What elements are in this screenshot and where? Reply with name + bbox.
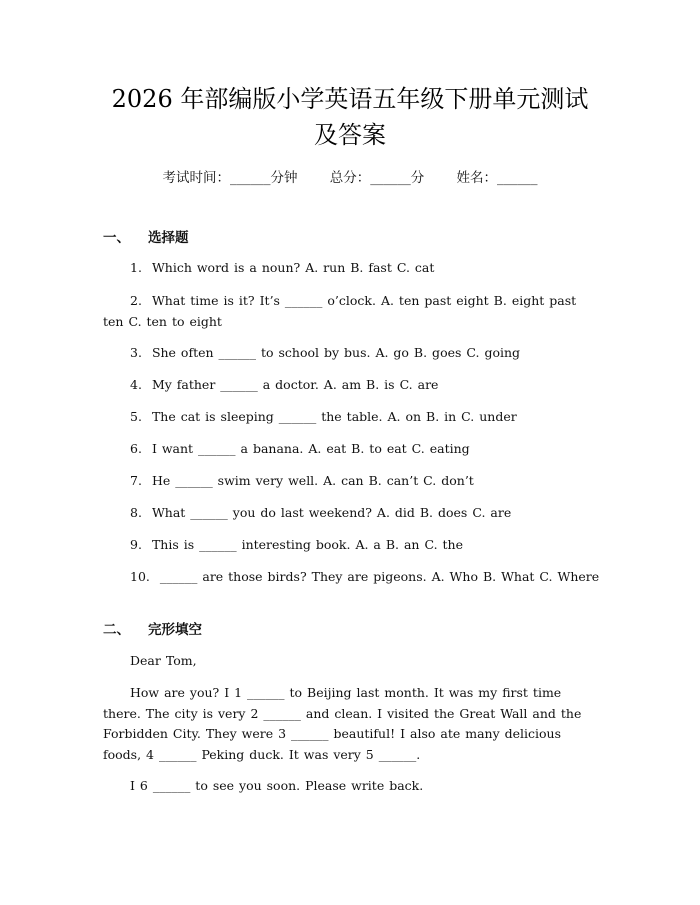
question-number: 9.: [130, 537, 142, 552]
section-title: 选择题: [148, 230, 189, 246]
question-number: 5.: [130, 409, 142, 424]
letter-greeting: Dear Tom,: [130, 653, 197, 668]
question-text: She often ______ to school by bus. A. go B. goes C. going: [151, 345, 521, 360]
exam-time: 考试时间：______分钟: [162, 170, 298, 186]
cloze-paragraph-1: How are you? I 1 ______ to Beijing last month. It was my first time there. The city is very 2 ______ and clean. I visited the Great Wall and the Forbidden City. They were 3 ______ beautiful! I also ate many delicious foods, 4 ______ Peking duck. It was very 5 ______.: [103, 685, 582, 762]
question-number: 4.: [130, 377, 142, 392]
question-text: Which word is a noun? A. run B. fast C. cat: [151, 260, 435, 275]
question-item: [103, 567, 600, 588]
question-item: [103, 375, 600, 396]
question-text: ______ are those birds? They are pigeons. A. Who B. What C. Where: [159, 569, 600, 584]
question-item: [103, 439, 600, 460]
question-item: [103, 258, 600, 279]
section-number: 一、: [103, 230, 130, 246]
section-number: 二、: [103, 622, 130, 638]
question-text: My father ______ a doctor. A. am B. is C. are: [151, 377, 439, 392]
question-item: [103, 407, 600, 428]
question-text: I want ______ a banana. A. eat B. to eat C. eating: [151, 441, 470, 456]
question-number: 8.: [130, 505, 142, 520]
question-text: What ______ you do last weekend? A. did B. does C. are: [151, 505, 512, 520]
question-item: [103, 471, 600, 492]
question-item: [103, 291, 600, 332]
question-number: 2.: [130, 293, 142, 308]
cloze-paragraph-2: I 6 ______ to see you soon. Please write back.: [130, 778, 424, 793]
question-number: 6.: [130, 441, 142, 456]
exam-info-line: [0, 168, 700, 188]
student-name: 姓名：______: [456, 170, 538, 186]
question-item: [103, 343, 600, 364]
question-text: He ______ swim very well. A. can B. can’t C. don’t: [151, 473, 474, 488]
section-title: 完形填空: [148, 622, 202, 638]
question-number: 10.: [130, 569, 150, 584]
question-item: [103, 535, 600, 556]
question-text: The cat is sleeping ______ the table. A. on B. in C. under: [151, 409, 517, 424]
exam-total-score: 总分：______分: [329, 170, 425, 186]
section-heading-choice: [103, 228, 189, 248]
document-title-line-2: 及答案: [314, 121, 386, 149]
question-number: 1.: [130, 260, 142, 275]
document-title-line-1: 2026 年部编版小学英语五年级下册单元测试: [111, 85, 589, 113]
question-number: 3.: [130, 345, 142, 360]
question-item: [103, 503, 600, 524]
section-heading-cloze: [103, 620, 202, 640]
question-text: This is ______ interesting book. A. a B. an C. the: [151, 537, 463, 552]
question-number: 7.: [130, 473, 142, 488]
question-text: What time is it? It’s ______ o’clock. A. ten past eight B. eight past ten C. ten to eight: [103, 293, 577, 329]
